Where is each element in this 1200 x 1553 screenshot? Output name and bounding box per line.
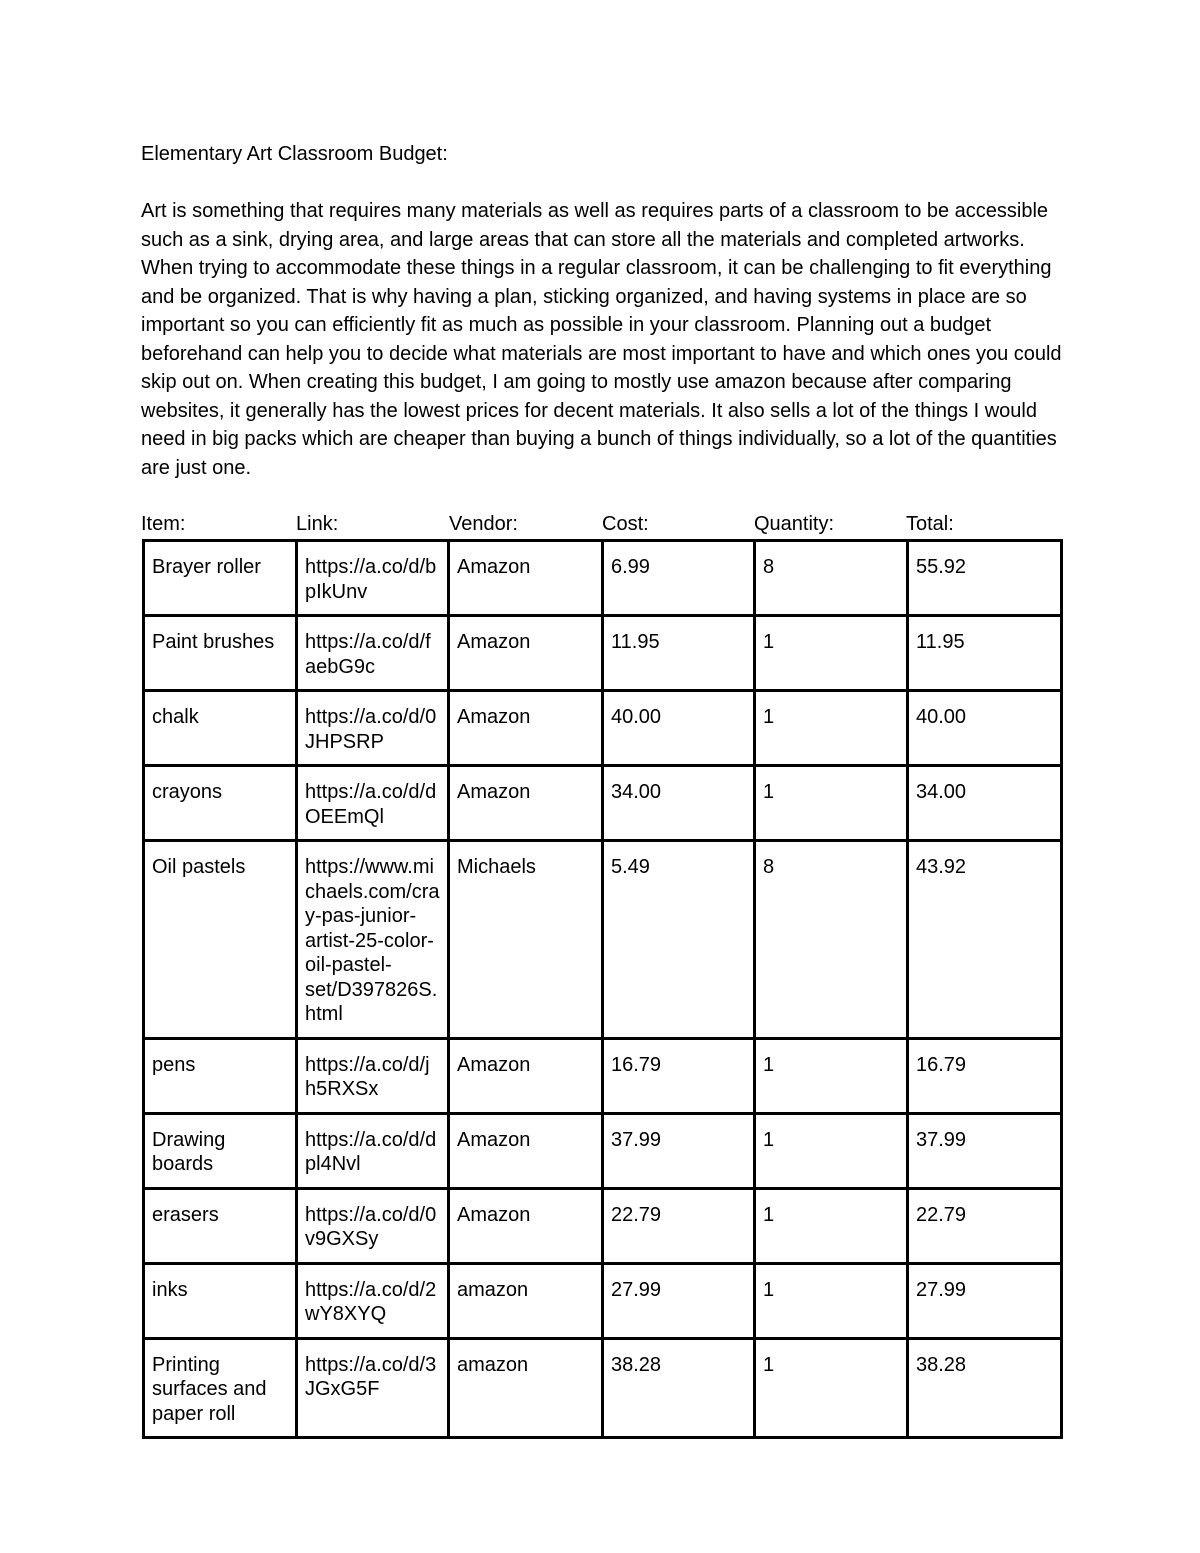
table-row bbox=[144, 766, 1062, 841]
header-item: Item: bbox=[141, 513, 186, 535]
cell-item: Brayer roller bbox=[144, 541, 297, 616]
cell-link[interactable]: https://a.co/d/0JHPSRP bbox=[297, 691, 449, 766]
cell-cost: 40.00 bbox=[603, 691, 755, 766]
cell-item: Paint brushes bbox=[144, 616, 297, 691]
cell-cost: 5.49 bbox=[603, 841, 755, 1039]
cell-total: 38.28 bbox=[908, 1338, 1062, 1438]
cell-total: 40.00 bbox=[908, 691, 1062, 766]
cell-quantity: 1 bbox=[755, 691, 908, 766]
cell-vendor: Amazon bbox=[449, 1113, 603, 1188]
document-page bbox=[141, 140, 1061, 1439]
cell-cost: 22.79 bbox=[603, 1188, 755, 1263]
cell-vendor: amazon bbox=[449, 1338, 603, 1438]
cell-quantity: 1 bbox=[755, 1113, 908, 1188]
document-title: Elementary Art Classroom Budget: bbox=[141, 143, 448, 165]
cell-vendor: Amazon bbox=[449, 1188, 603, 1263]
cell-cost: 11.95 bbox=[603, 616, 755, 691]
cell-item: Oil pastels bbox=[144, 841, 297, 1039]
cell-cost: 27.99 bbox=[603, 1263, 755, 1338]
table-row bbox=[144, 1263, 1062, 1338]
cell-link[interactable]: https://a.co/d/2wY8XYQ bbox=[297, 1263, 449, 1338]
cell-item: inks bbox=[144, 1263, 297, 1338]
cell-cost: 38.28 bbox=[603, 1338, 755, 1438]
cell-link[interactable]: https://a.co/d/0v9GXSy bbox=[297, 1188, 449, 1263]
cell-item: crayons bbox=[144, 766, 297, 841]
cell-link[interactable]: https://a.co/d/3JGxG5F bbox=[297, 1338, 449, 1438]
cell-cost: 34.00 bbox=[603, 766, 755, 841]
cell-total: 55.92 bbox=[908, 541, 1062, 616]
cell-vendor: amazon bbox=[449, 1263, 603, 1338]
cell-quantity: 1 bbox=[755, 616, 908, 691]
cell-link[interactable]: https://a.co/d/dOEEmQl bbox=[297, 766, 449, 841]
cell-total: 16.79 bbox=[908, 1038, 1062, 1113]
cell-vendor: Amazon bbox=[449, 616, 603, 691]
cell-item: erasers bbox=[144, 1188, 297, 1263]
cell-vendor: Amazon bbox=[449, 691, 603, 766]
table-row bbox=[144, 1038, 1062, 1113]
table-row bbox=[144, 616, 1062, 691]
cell-link[interactable]: https://a.co/d/bpIkUnv bbox=[297, 541, 449, 616]
cell-vendor: Amazon bbox=[449, 1038, 603, 1113]
cell-quantity: 8 bbox=[755, 541, 908, 616]
header-cost: Cost: bbox=[602, 513, 649, 535]
cell-link[interactable]: https://www.michaels.com/cray-pas-junior-artist-25-color-oil-pastel-set/D397826S.html bbox=[297, 841, 449, 1039]
cell-vendor: Amazon bbox=[449, 766, 603, 841]
header-vendor: Vendor: bbox=[449, 513, 518, 535]
table-row bbox=[144, 1188, 1062, 1263]
cell-item: pens bbox=[144, 1038, 297, 1113]
cell-total: 11.95 bbox=[908, 616, 1062, 691]
table-row bbox=[144, 541, 1062, 616]
cell-link[interactable]: https://a.co/d/jh5RXSx bbox=[297, 1038, 449, 1113]
cell-cost: 6.99 bbox=[603, 541, 755, 616]
cell-item: Drawing boards bbox=[144, 1113, 297, 1188]
table-row bbox=[144, 691, 1062, 766]
cell-total: 37.99 bbox=[908, 1113, 1062, 1188]
cell-item: chalk bbox=[144, 691, 297, 766]
header-quantity: Quantity: bbox=[754, 513, 835, 535]
table-row bbox=[144, 1113, 1062, 1188]
cell-quantity: 8 bbox=[755, 841, 908, 1039]
cell-cost: 16.79 bbox=[603, 1038, 755, 1113]
cell-total: 22.79 bbox=[908, 1188, 1062, 1263]
cell-total: 34.00 bbox=[908, 766, 1062, 841]
table-row bbox=[144, 841, 1062, 1039]
cell-quantity: 1 bbox=[755, 766, 908, 841]
cell-quantity: 1 bbox=[755, 1188, 908, 1263]
cell-quantity: 1 bbox=[755, 1338, 908, 1438]
cell-vendor: Amazon bbox=[449, 541, 603, 616]
cell-total: 27.99 bbox=[908, 1263, 1062, 1338]
cell-quantity: 1 bbox=[755, 1263, 908, 1338]
table-row bbox=[144, 1338, 1062, 1438]
cell-link[interactable]: https://a.co/d/dpl4Nvl bbox=[297, 1113, 449, 1188]
table-header-row bbox=[141, 510, 1061, 539]
header-link: Link: bbox=[296, 513, 339, 535]
header-total: Total: bbox=[906, 513, 954, 535]
cell-item: Printing surfaces and paper roll bbox=[144, 1338, 297, 1438]
budget-table bbox=[142, 539, 1063, 1439]
cell-vendor: Michaels bbox=[449, 841, 603, 1039]
cell-total: 43.92 bbox=[908, 841, 1062, 1039]
cell-quantity: 1 bbox=[755, 1038, 908, 1113]
intro-paragraph: Art is something that requires many materials as well as requires parts of a classroom to be accessible such as a sink, drying area, and large areas that can store all the materials and completed artworks. When trying to accommodate these things in a regular classroom, it can be challenging to fit everything and be organized. That is why having a plan, sticking organized, and having systems in place are so important so you can efficiently fit as much as possible in your classroom. Planning out a budget beforehand can help you to decide what materials are most important to have and which ones you could skip out on. When creating this budget, I am going to mostly use amazon because after comparing websites, it generally has the lowest prices for decent materials. It also sells a lot of the things I would need in big packs which are cheaper than buying a bunch of things individually, so a lot of the quantities are just one. bbox=[141, 200, 1062, 479]
cell-link[interactable]: https://a.co/d/faebG9c bbox=[297, 616, 449, 691]
cell-cost: 37.99 bbox=[603, 1113, 755, 1188]
